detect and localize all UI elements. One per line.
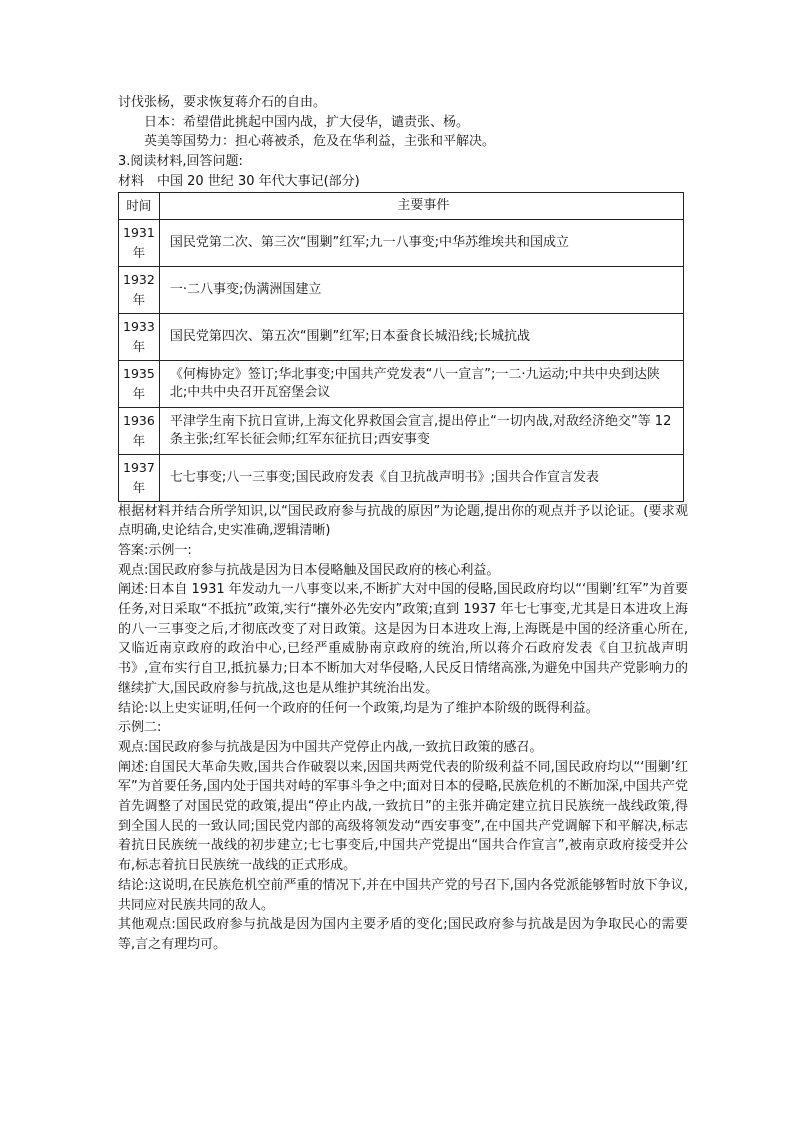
- row-year: 1931年: [119, 219, 160, 266]
- answer-label: 答案:示例一:: [118, 542, 192, 558]
- question-heading: 3.阅读材料,回答问题:: [118, 154, 243, 170]
- document-page: [118, 93, 688, 955]
- material-caption: 材料 中国 20 世纪 30 年代大事记(部分): [118, 173, 360, 189]
- table-header-row: [119, 192, 684, 219]
- example1-conclusion: 结论:以上史实证明,任何一个政府的任何一个政策,均是为了维护本阶级的既得利益。: [118, 700, 599, 716]
- table-row: [119, 266, 684, 313]
- intro-line-3: 英美等国势力：担心蒋被杀，危及在华利益，主张和平解决。: [144, 134, 496, 150]
- row-event: 平津学生南下抗日宣讲,上海文化界救国会宣言,提出停止“一切内战,对敌经济绝交”等 12 条主张;红军长征会师;红军东征抗日;西安事变: [159, 407, 683, 454]
- example2-view: 观点:国民政府参与抗战是因为中国共产党停止内战,一致抗日政策的感召。: [118, 739, 543, 755]
- header-event: 主要事件: [159, 192, 683, 219]
- example2-label: 示例二:: [118, 720, 162, 736]
- row-event: 《何梅协定》签订;华北事变;中国共产党发表“八一宣言”;一二·九运动;中共中央到达陕北;中共中央召开瓦窑堡会议: [159, 360, 683, 407]
- question-prompt: 根据材料并结合所学知识,以“国民政府参与抗战的原因”为论题,提出你的观点并予以论证。(要求观点明确,史论结合,史实准确,逻辑清晰): [118, 503, 688, 539]
- table-row: [119, 454, 684, 501]
- intro-line-1: 讨伐张杨，要求恢复蒋介石的自由。: [118, 95, 327, 110]
- row-event: 一·二八事变;伪满洲国建立: [159, 266, 683, 313]
- table-row: [119, 360, 684, 407]
- table-row: [119, 219, 684, 266]
- row-event: 国民党第四次、第五次“围剿”红军;日本蚕食长城沿线;长城抗战: [159, 313, 683, 360]
- example1-argument: 阐述:日本自 1931 年发动九一八事变以来,不断扩大对中国的侵略,国民政府均以“‘围剿’红军”为首要任务,对日采取“不抵抗”政策,实行“攘外必先安内”政策;直到 1937 年七七事变,尤其是日本进攻上海的八一三事变之后,才彻底改变了对日政策。这是因为日本进攻上海,上海既是中国的经济重心所在,又临近南京政府的政治中心,已经严重威胁南京政府的统治,所以蒋介石政府发表《自卫抗战声明书》,宣布实行自卫,抵抗暴力;日本不断加大对华侵略,人民反日情绪高涨,为避免中国共产党影响力的继续扩大,国民政府参与抗战,这也是从维护其统治出发。: [118, 582, 688, 696]
- row-year: 1936年: [119, 407, 160, 454]
- example2-conclusion: 结论:这说明,在民族危机空前严重的情况下,并在中国共产党的号召下,国内各党派能够暂时放下争议,共同应对民族共同的敌人。: [118, 877, 688, 913]
- other-views: 其他观点:国民政府参与抗战是因为国内主要矛盾的变化;国民政府参与抗战是因为争取民心的需要等,言之有理均可。: [118, 917, 688, 952]
- header-year: 时间: [119, 192, 160, 219]
- table-row: [119, 407, 684, 454]
- events-table: [118, 192, 684, 502]
- row-year: 1933年: [119, 313, 160, 360]
- intro-line-2: 日本：希望借此挑起中国内战，扩大侵华，谴责张、杨。: [144, 114, 470, 130]
- table-row: [119, 313, 684, 360]
- example1-view: 观点:国民政府参与抗战是因为日本侵略触及国民政府的核心利益。: [118, 562, 500, 578]
- row-year: 1932年: [119, 266, 160, 313]
- example2-argument: 阐述:自国民大革命失败,国共合作破裂以来,因国共两党代表的阶级利益不同,国民政府均以“‘围剿’红军”为首要任务,国内处于国共对峙的军事斗争之中;面对日本的侵略,民族危机的不断加深,中国共产党首先调整了对国民党的政策,提出“停止内战,一致抗日”的主张并确定建立抗日民族统一战线政策,得到全国人民的一致认同;国民党内部的高级将领发动“西安事变”,在中国共产党调解下和平解决,标志着抗日民族统一战线的初步建立;七七事变后,中国共产党提出“国共合作宣言”,被南京政府接受并公布,标志着抗日民族统一战线的正式形成。: [118, 759, 688, 874]
- row-year: 1935年: [119, 360, 160, 407]
- row-event: 七七事变;八一三事变;国民政府发表《自卫抗战声明书》;国共合作宣言发表: [159, 454, 683, 501]
- row-year: 1937年: [119, 454, 160, 501]
- row-event: 国民党第二次、第三次“围剿”红军;九一八事变;中华苏维埃共和国成立: [159, 219, 683, 266]
